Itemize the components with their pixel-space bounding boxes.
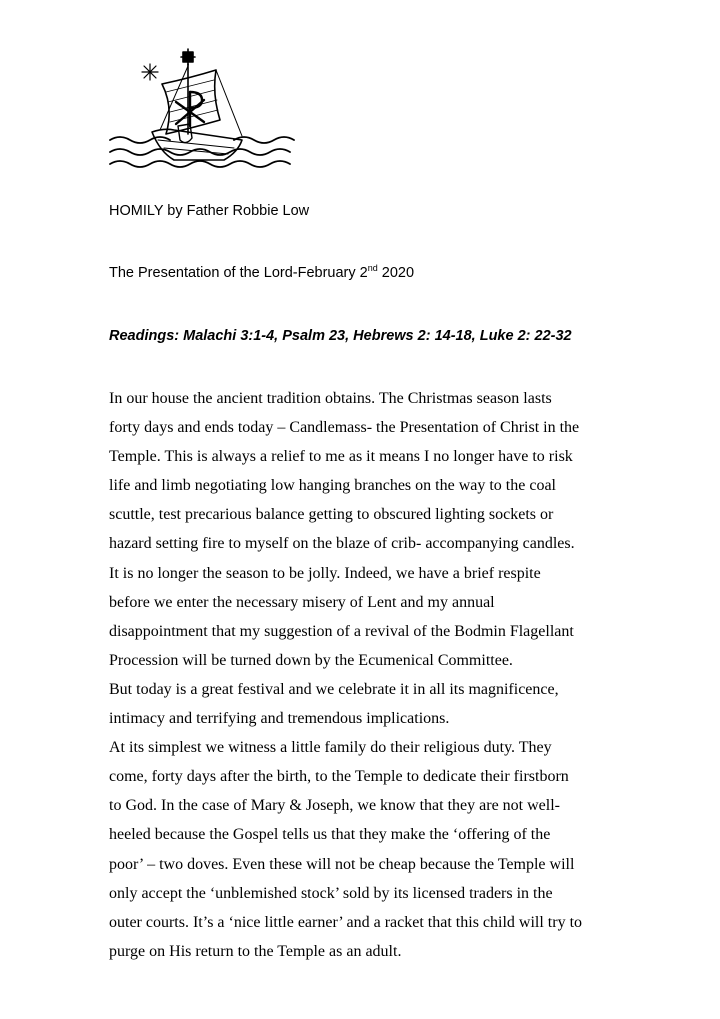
body-line: outer courts. It’s a ‘nice little earner’ and a racket that this child will try to [109, 913, 583, 931]
body-line: It is no longer the season to be jolly. Indeed, we have a brief respite [109, 564, 541, 582]
body-line: Temple. This is always a relief to me as it means I no longer have to risk [109, 448, 573, 466]
body-line: life and limb negotiating low hanging branches on the way to the coal [109, 477, 556, 495]
body-line: forty days and ends today – Candlemass- the Presentation of Christ in the [109, 419, 580, 437]
body-line: In our house the ancient tradition obtains. The Christmas season lasts [109, 390, 552, 407]
homily-title: HOMILY by Father Robbie Low [109, 203, 310, 219]
occasion-prefix: The Presentation of the Lord-February 2 [109, 265, 368, 281]
body-line: purge on His return to the Temple as an adult. [109, 942, 402, 960]
body-line: intimacy and terrifying and tremendous implications. [109, 710, 450, 728]
ship-logo-icon [104, 44, 300, 170]
body-line: only accept the ‘unblemished stock’ sold by its licensed traders in the [109, 884, 553, 902]
occasion-year: 2020 [377, 265, 415, 281]
readings-line: Readings: Malachi 3:1-4, Psalm 23, Hebrews 2: 14-18, Luke 2: 22-32 [109, 328, 572, 344]
body-line: scuttle, test precarious balance getting to obscured lighting sockets or [109, 506, 554, 524]
body-line: to God. In the case of Mary & Joseph, we know that they are not well- [109, 797, 560, 815]
body-line: disappointment that my suggestion of a revival of the Bodmin Flagellant [109, 622, 574, 640]
body-line: before we enter the necessary misery of Lent and my annual [109, 593, 495, 611]
body-line: hazard setting fire to myself on the blaze of crib- accompanying candles. [109, 535, 575, 553]
occasion-line [109, 265, 414, 281]
body-line: Procession will be turned down by the Ecumenical Committee. [109, 651, 513, 669]
body-line: poor’ – two doves. Even these will not be cheap because the Temple will [109, 855, 575, 873]
homily-body [109, 384, 629, 966]
occasion-ordinal: nd [367, 263, 378, 274]
body-line: heeled because the Gospel tells us that they make the ‘offering of the [109, 826, 551, 844]
body-line: But today is a great festival and we celebrate it in all its magnificence, [109, 680, 559, 698]
body-line: At its simplest we witness a little family do their religious duty. They [109, 739, 552, 757]
body-line: come, forty days after the birth, to the Temple to dedicate their firstborn [109, 768, 569, 786]
